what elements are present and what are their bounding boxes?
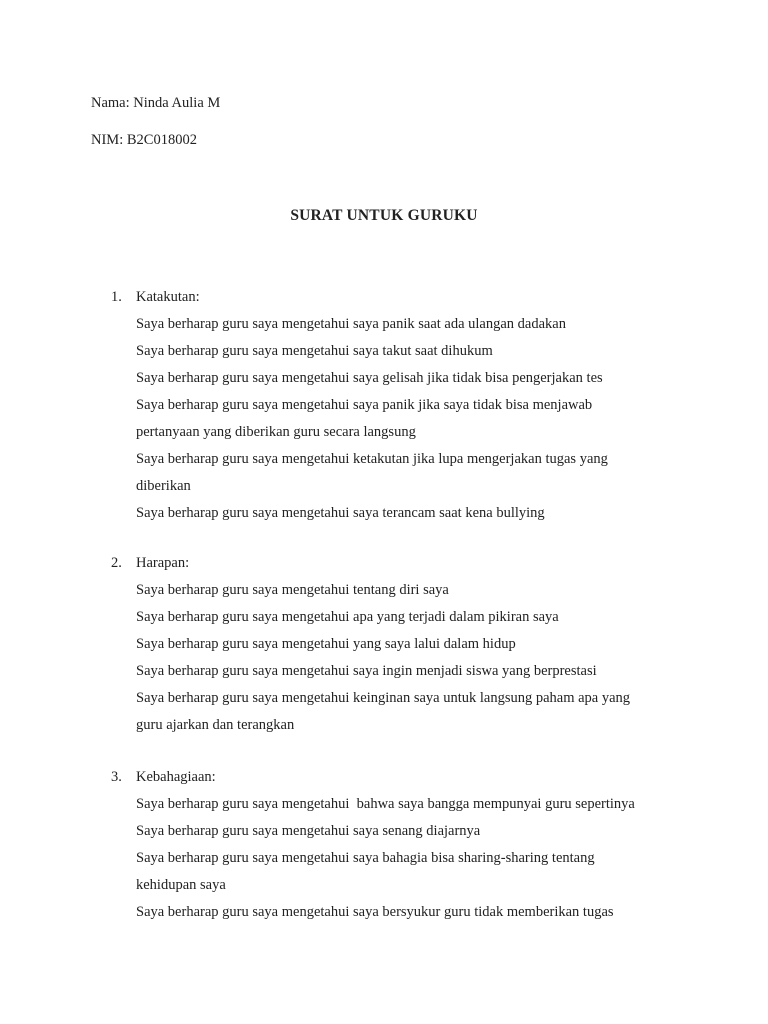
section-line: pertanyaan yang diberikan guru secara langsung: [136, 424, 416, 440]
section-line: Saya berharap guru saya mengetahui saya panik saat ada ulangan dadakan: [136, 316, 566, 332]
section-line: Saya berharap guru saya mengetahui saya terancam saat kena bullying: [136, 505, 545, 521]
student-nim: NIM: B2C018002: [91, 132, 197, 148]
section-line: Saya berharap guru saya mengetahui apa yang terjadi dalam pikiran saya: [136, 609, 559, 625]
section-line: Saya berharap guru saya mengetahui saya ingin menjadi siswa yang berprestasi: [136, 663, 597, 679]
section-line: Saya berharap guru saya mengetahui keinginan saya untuk langsung paham apa yang: [136, 690, 631, 706]
section-body: [136, 284, 676, 527]
section-line: Saya berharap guru saya mengetahui saya senang diajarnya: [136, 823, 481, 839]
section-line: kehidupan saya: [136, 877, 226, 893]
section-line: Saya berharap guru saya mengetahui saya bersyukur guru tidak memberikan tugas: [136, 904, 614, 920]
section-line: Saya berharap guru saya mengetahui saya panik jika saya tidak bisa menjawab: [136, 397, 593, 413]
section-line: diberikan: [136, 478, 191, 494]
section-line: Saya berharap guru saya mengetahui yang saya lalui dalam hidup: [136, 636, 516, 652]
document-title: SURAT UNTUK GURUKU: [290, 207, 478, 224]
section-heading: Kebahagiaan:: [136, 769, 216, 785]
section-line: Saya berharap guru saya mengetahui bahwa saya bangga mempunyai guru sepertinya: [136, 796, 635, 812]
section-heading: Harapan:: [136, 555, 190, 571]
section-number: 2.: [111, 555, 122, 571]
section-body: [136, 764, 676, 926]
student-name: Nama: Ninda Aulia M: [91, 95, 221, 111]
section-line: Saya berharap guru saya mengetahui saya gelisah jika tidak bisa pengerjakan tes: [136, 370, 603, 386]
section-line: Saya berharap guru saya mengetahui ketakutan jika lupa mengerjakan tugas yang: [136, 451, 608, 467]
section-line: guru ajarkan dan terangkan: [136, 717, 295, 733]
section-line: Saya berharap guru saya mengetahui saya bahagia bisa sharing-sharing tentang: [136, 850, 595, 866]
section-body: [136, 550, 676, 739]
section-line: Saya berharap guru saya mengetahui tentang diri saya: [136, 582, 449, 598]
section-number: 3.: [111, 769, 122, 785]
section-number: 1.: [111, 289, 122, 305]
section-line: Saya berharap guru saya mengetahui saya takut saat dihukum: [136, 343, 493, 359]
section-heading: Katakutan:: [136, 289, 200, 305]
